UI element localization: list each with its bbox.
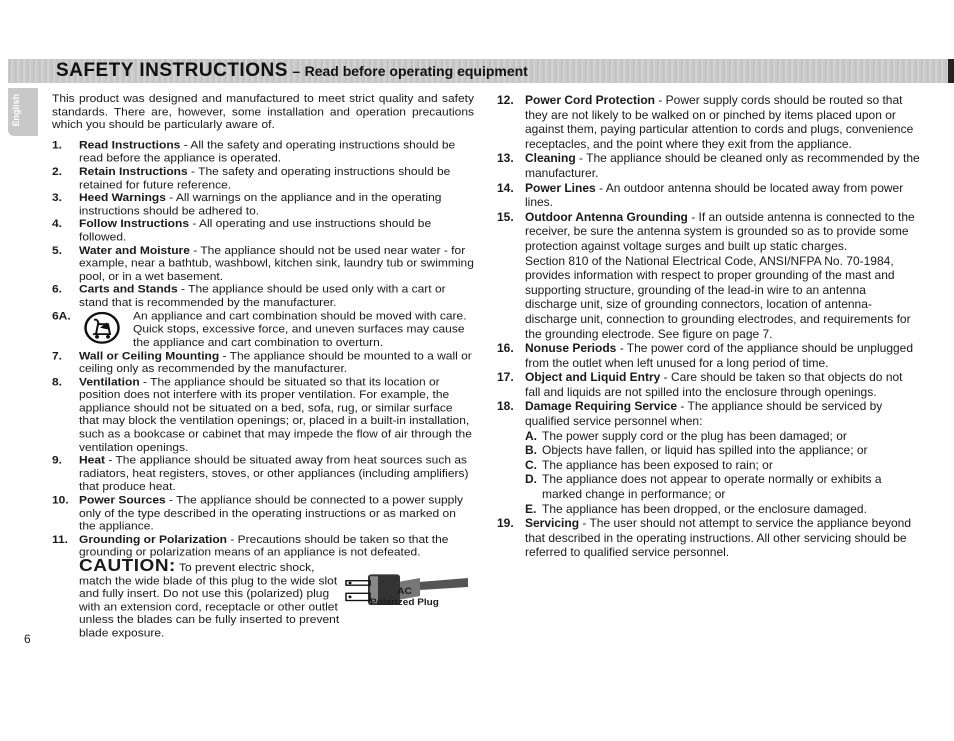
item-number: 6A. xyxy=(52,309,71,322)
intro-paragraph: This product was designed and manufactured to meet strict quality and safety standards. There are, however, some installation and operation precautions which you should be particularly aware of. xyxy=(52,92,474,131)
title-subtitle: Read before operating equipment xyxy=(304,63,528,79)
item-title: Ventilation xyxy=(79,375,140,388)
list-item xyxy=(497,151,920,180)
sub-item-letter: B. xyxy=(525,443,537,458)
list-item-6a xyxy=(52,309,474,349)
plug-label-ac: AC xyxy=(397,587,412,597)
item-number: 4. xyxy=(52,217,63,231)
header-banner xyxy=(8,59,954,83)
item-title: Power Lines xyxy=(525,180,596,195)
item-number: 19. xyxy=(497,516,514,531)
item-text: - The appliance should be serviced by qualified service personnel when: xyxy=(525,399,883,429)
item-text: An appliance and cart combination should be moved with care. Quick stops, excessive force, and uneven surfaces may cause the appliance and cart combination to overturn. xyxy=(133,309,467,349)
item-number: 14. xyxy=(497,180,514,195)
item-title: Grounding or Polarization xyxy=(79,532,227,546)
sub-item xyxy=(497,472,920,501)
item-text: - All warnings on the appliance and in the operating instructions should be adhered to. xyxy=(79,191,442,217)
list-item xyxy=(52,493,474,532)
cart-warning-icon xyxy=(84,311,120,343)
title-separator: – xyxy=(292,63,301,79)
list-item xyxy=(52,375,474,454)
item-number: 2. xyxy=(52,164,63,178)
item-title: Nonuse Periods xyxy=(525,341,617,356)
item-text: - All the safety and operating instructions should be read before the appliance is operated. xyxy=(79,138,456,165)
list-item xyxy=(52,217,474,243)
caution-block xyxy=(52,556,474,640)
item-title: Retain Instructions xyxy=(79,164,188,178)
item-text: - The safety and operating instructions should be retained for future reference. xyxy=(79,164,451,191)
sub-item-letter: A. xyxy=(525,428,537,443)
item-title: Wall or Ceiling Mounting xyxy=(79,348,220,362)
list-item xyxy=(52,244,474,283)
sub-item-text: Objects have fallen, or liquid has spilled into the appliance; or xyxy=(542,443,868,458)
item-title: Follow Instructions xyxy=(79,217,189,231)
item-text: - Precautions should be taken so that the grounding or polarization means of an appliance is not defeated. xyxy=(79,532,449,559)
item-text: - An outdoor antenna should be located away from power lines. xyxy=(525,180,904,210)
item-number: 12. xyxy=(497,93,514,107)
item-number: 5. xyxy=(52,243,63,257)
sub-item-text: The appliance does not appear to operate normally or exhibits a marked change in performance; or xyxy=(542,472,882,502)
right-column xyxy=(497,93,920,560)
item-number: 10. xyxy=(52,493,69,507)
language-tab xyxy=(8,88,38,136)
item-text: - All operating and use instructions should be followed. xyxy=(79,217,432,244)
item-text: - The appliance should be situated away from heat sources such as radiators, heat registers, stoves, or other appliances (including amplifiers) that produce heat. xyxy=(79,454,469,493)
sub-item xyxy=(497,443,920,458)
item-title: Carts and Stands xyxy=(79,283,178,296)
sub-item-letter: C. xyxy=(525,457,537,472)
left-items xyxy=(52,139,474,559)
item-text: - The appliance should be cleaned only as recommended by the manufacturer. xyxy=(525,151,920,180)
item-text: - The power cord of the appliance should be unplugged from the outlet when left unused for a long period of time. xyxy=(525,341,914,370)
list-item xyxy=(497,341,920,370)
left-column xyxy=(52,92,474,640)
list-item xyxy=(497,516,920,560)
item-number: 1. xyxy=(52,138,63,152)
list-item xyxy=(52,349,474,375)
list-item xyxy=(497,370,920,399)
list-item xyxy=(52,533,474,559)
item-number: 7. xyxy=(52,348,63,362)
sub-item-text: The appliance has been dropped, or the enclosure damaged. xyxy=(542,501,867,516)
item-number: 8. xyxy=(52,375,63,388)
item-number: 9. xyxy=(52,454,63,467)
item-title: Damage Requiring Service xyxy=(525,399,678,414)
item-title: Object and Liquid Entry xyxy=(525,370,661,385)
item-number: 13. xyxy=(497,151,514,166)
item-text: - The user should not attempt to service the appliance beyond that described in the operating instructions. All other servicing should be referred to qualified service personnel. xyxy=(525,516,912,560)
item-number: 11. xyxy=(52,532,69,546)
list-item xyxy=(52,454,474,493)
item-number: 3. xyxy=(52,191,63,204)
list-item xyxy=(52,283,474,309)
sub-item-letter: D. xyxy=(525,472,537,487)
item-title: Heat xyxy=(79,454,106,467)
item-number: 18. xyxy=(497,399,514,414)
sub-item xyxy=(497,458,920,473)
item-title: Outdoor Antenna Grounding xyxy=(525,209,688,224)
item-text: - The appliance should be connected to a power supply only of the type described in the operating instructions or as marked on the appliance. xyxy=(79,493,464,533)
plug-label xyxy=(370,587,439,609)
item-title: Water and Moisture xyxy=(79,243,190,257)
title-main: SAFETY INSTRUCTIONS xyxy=(56,60,288,81)
item-title: Power Sources xyxy=(79,493,166,507)
item-text: - The appliance should be situated so that its location or position does not interfere with its proper ventilation. For example, the appliance should not be situated on a bed, sofa, rug, or similar surface that may block the ventilation openings; or, placed in a built-in installation, such as a bookcase or cabinet that may impede the flow of air through the ventilation openings. xyxy=(79,375,472,454)
page-number: 6 xyxy=(24,632,31,646)
item-number: 15. xyxy=(497,209,514,224)
sub-item xyxy=(497,429,920,444)
list-item xyxy=(497,399,920,428)
item-number: 17. xyxy=(497,370,514,385)
item-text: - The appliance should not be used near water - for example, near a bathtub, washbowl, kitchen sink, laundry tub or swimming pool, or in a wet basement. xyxy=(79,243,474,283)
list-item xyxy=(497,93,920,151)
section-810-paragraph: Section 810 of the National Electrical Code, ANSI/NFPA No. 70-1984, provides information with respect to proper grounding of the mast and supporting structure, grounding of the lead-in wire to an antenna discharge unit, size of grounding connectors, location of antenna-discharge unit, connection to grounding electrodes, and requirements for the grounding electrode. See figure on page 7. xyxy=(525,253,911,341)
item-text: - The appliance should be mounted to a wall or ceiling only as recommended by the manufacturer. xyxy=(79,348,472,375)
caution-heading: CAUTION: xyxy=(79,556,176,576)
language-tab-label: English xyxy=(11,94,21,127)
caution-text xyxy=(79,556,341,640)
item-title: Heed Warnings xyxy=(79,191,166,204)
sub-item-letter: E. xyxy=(525,501,537,516)
list-item xyxy=(497,210,920,254)
sub-item-text: The power supply cord or the plug has been damaged; or xyxy=(542,428,847,443)
item-text: - If an outside antenna is connected to the receiver, be sure the antenna system is grounded so as to provide some protection against voltage surges and built up static charges. xyxy=(525,209,915,253)
list-item xyxy=(52,165,474,191)
caution-body: To prevent electric shock, match the wide blade of this plug to the wide slot and fully insert. Do not use this (polarized) plug with an extension cord, receptacle or other outlet unless the blades can be fully inserted to prevent blade exposure. xyxy=(79,560,340,640)
plug-label-polarized: Polarized Plug xyxy=(370,597,439,608)
list-item xyxy=(52,139,474,165)
item-number: 16. xyxy=(497,341,514,356)
item-title: Servicing xyxy=(525,516,580,531)
item-title: Power Cord Protection xyxy=(525,93,656,107)
sub-item-text: The appliance has been exposed to rain; or xyxy=(542,457,773,472)
item-text: - The appliance should be used only with a cart or stand that is recommended by the manufacturer. xyxy=(79,283,446,309)
item-text: - Power supply cords should be routed so that they are not likely to be walked on or pinched by items placed upon or against them, paying particular attention to cords and plugs, convenience receptacles, and the point where they exit from the appliance. xyxy=(525,93,914,151)
sub-item xyxy=(497,502,920,517)
list-item xyxy=(497,181,920,210)
item-title: Read Instructions xyxy=(79,138,181,152)
item-text: - Care should be taken so that objects do not fall and liquids are not spilled into the enclosure through openings. xyxy=(525,370,903,399)
page-title xyxy=(56,59,528,83)
item-number: 6. xyxy=(52,283,63,296)
item-title: Cleaning xyxy=(525,151,576,166)
list-item xyxy=(52,191,474,217)
